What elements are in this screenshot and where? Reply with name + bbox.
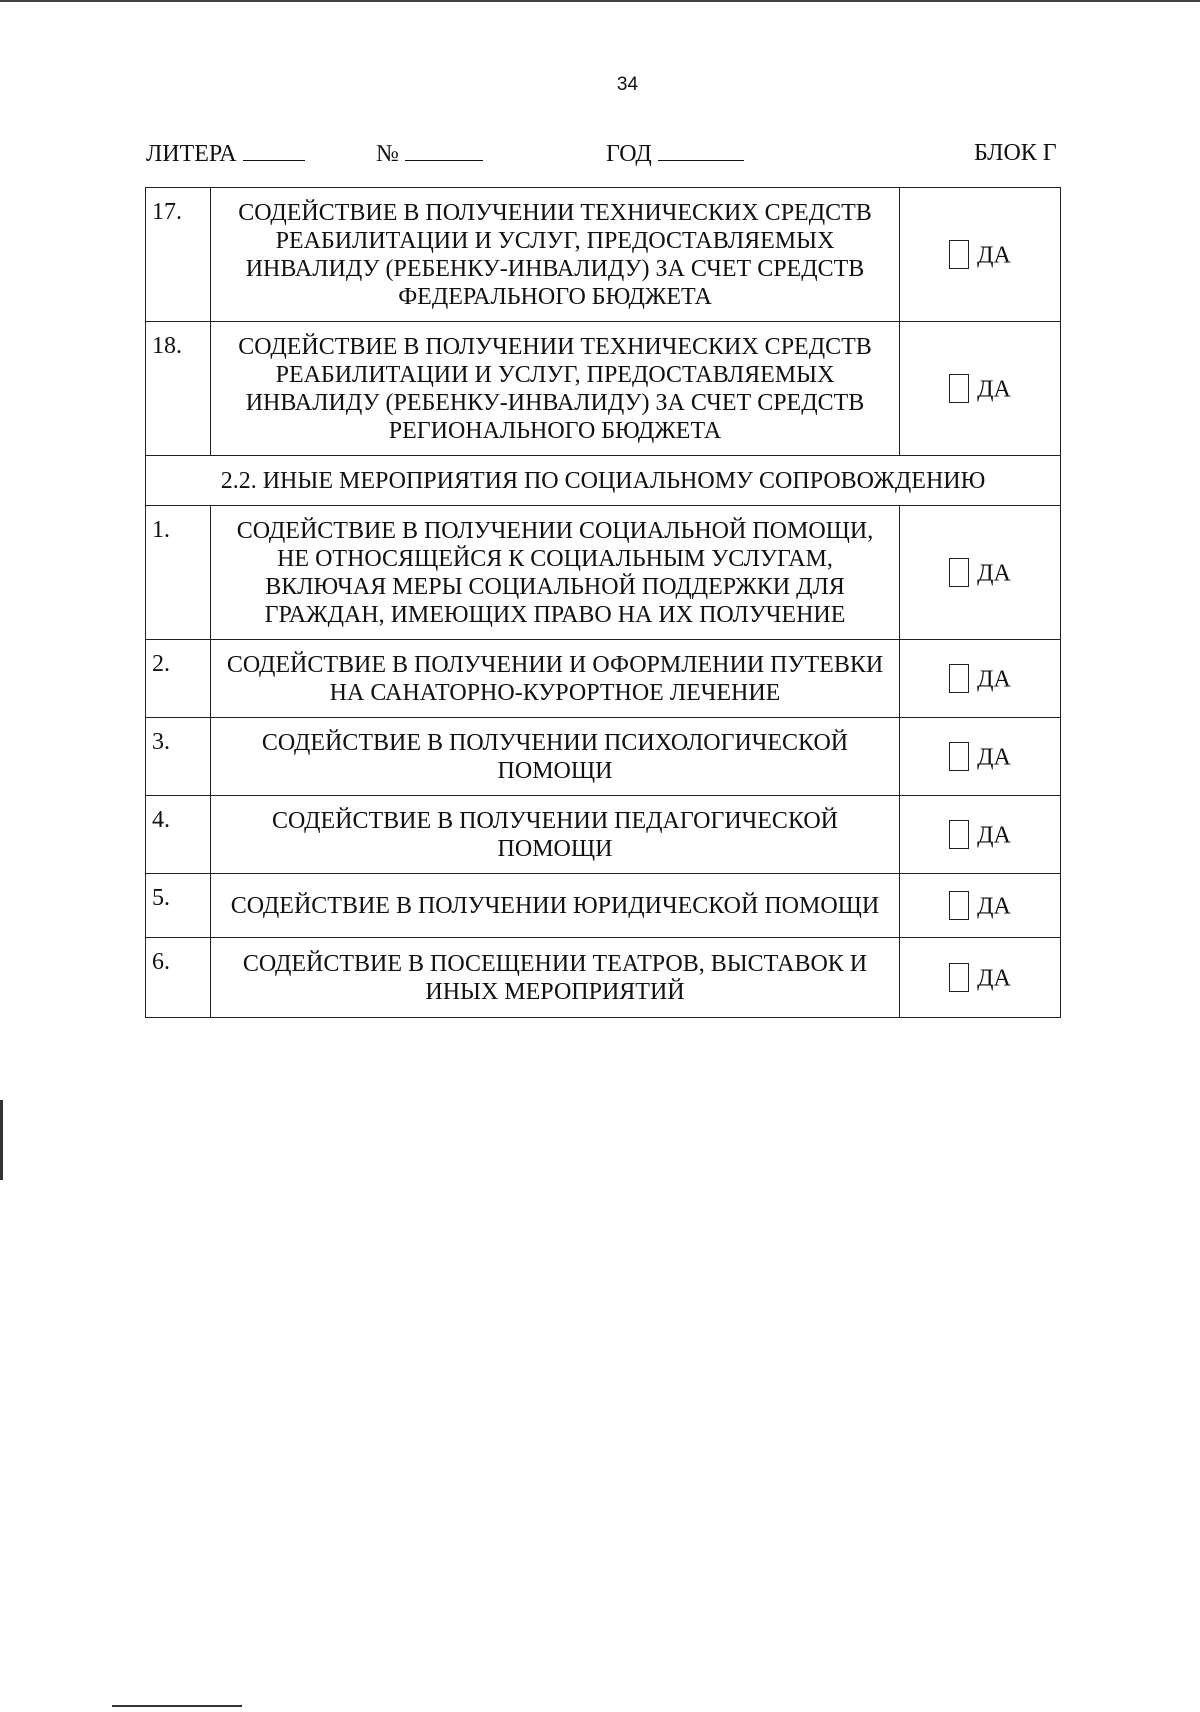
description-line: РЕАБИЛИТАЦИИ И УСЛУГ, ПРЕДОСТАВЛЯЕМЫХ [275, 227, 835, 254]
row-number: 6. [146, 938, 211, 1018]
number-field[interactable] [376, 140, 483, 168]
section-heading: 2.2. ИНЫЕ МЕРОПРИЯТИЯ ПО СОЦИАЛЬНОМУ СОПРОВОЖДЕНИЮ [146, 456, 1061, 506]
row-description [211, 188, 900, 322]
year-label: ГОД [606, 141, 652, 167]
row-number: 2. [146, 640, 211, 718]
table-row [146, 506, 1061, 640]
yes-label: ДА [977, 892, 1011, 919]
row-description [211, 718, 900, 796]
description-line: ПОМОЩИ [497, 757, 613, 784]
yes-label: ДА [977, 743, 1011, 770]
scan-edge-left [0, 1100, 3, 1180]
page-number: 34 [616, 74, 639, 95]
description-line: СОДЕЙСТВИЕ В ПОЛУЧЕНИИ СОЦИАЛЬНОЙ ПОМОЩИ, [236, 517, 874, 544]
answer-cell [900, 718, 1061, 796]
litera-field[interactable] [146, 140, 305, 168]
row-number: 1. [146, 506, 211, 640]
yes-checkbox[interactable] [949, 891, 969, 920]
row-number: 4. [146, 796, 211, 874]
row-number: 5. [146, 874, 211, 938]
litera-blank[interactable] [243, 140, 305, 161]
number-blank[interactable] [405, 140, 483, 161]
number-label: № [376, 141, 399, 167]
row-description [211, 322, 900, 456]
scan-edge-top [0, 0, 1200, 2]
description-line: СОДЕЙСТВИЕ В ПОЛУЧЕНИИ ЮРИДИЧЕСКОЙ ПОМОЩИ [230, 892, 880, 919]
description-line: ГРАЖДАН, ИМЕЮЩИХ ПРАВО НА ИХ ПОЛУЧЕНИЕ [264, 601, 846, 628]
row-description [211, 506, 900, 640]
row-number: 17. [146, 188, 211, 322]
description-line: НА САНАТОРНО-КУРОРТНОЕ ЛЕЧЕНИЕ [329, 679, 781, 706]
row-description [211, 640, 900, 718]
litera-label: ЛИТЕРА [146, 141, 237, 167]
description-line: ИНЫХ МЕРОПРИЯТИЙ [425, 978, 685, 1005]
answer-cell [900, 506, 1061, 640]
table-row [146, 718, 1061, 796]
yes-checkbox[interactable] [949, 742, 969, 771]
description-line: ИНВАЛИДУ (РЕБЕНКУ-ИНВАЛИДУ) ЗА СЧЕТ СРЕДСТВ [245, 389, 865, 416]
row-description [211, 874, 900, 938]
yes-label: ДА [977, 241, 1011, 268]
description-line: РЕАБИЛИТАЦИИ И УСЛУГ, ПРЕДОСТАВЛЯЕМЫХ [275, 361, 835, 388]
description-line: СОДЕЙСТВИЕ В ПОЛУЧЕНИИ ТЕХНИЧЕСКИХ СРЕДСТВ [238, 333, 872, 360]
yes-checkbox[interactable] [949, 963, 969, 992]
row-number: 18. [146, 322, 211, 456]
row-description [211, 796, 900, 874]
description-line: ВКЛЮЧАЯ МЕРЫ СОЦИАЛЬНОЙ ПОДДЕРЖКИ ДЛЯ [265, 573, 845, 600]
answer-cell [900, 322, 1061, 456]
description-line: ПОМОЩИ [497, 835, 613, 862]
yes-checkbox[interactable] [949, 664, 969, 693]
measures-table-body [146, 188, 1061, 1018]
yes-label: ДА [977, 665, 1011, 692]
yes-label: ДА [977, 559, 1011, 586]
description-line: СОДЕЙСТВИЕ В ПОСЕЩЕНИИ ТЕАТРОВ, ВЫСТАВОК И [242, 950, 868, 977]
description-line: СОДЕЙСТВИЕ В ПОЛУЧЕНИИ ПЕДАГОГИЧЕСКОЙ [271, 807, 839, 834]
description-line: РЕГИОНАЛЬНОГО БЮДЖЕТА [388, 417, 722, 444]
answer-cell [900, 874, 1061, 938]
footer-rule [112, 1705, 242, 1707]
measures-table [145, 187, 1061, 1018]
yes-checkbox[interactable] [949, 820, 969, 849]
block-label: БЛОК Г [974, 140, 1057, 166]
description-line: СОДЕЙСТВИЕ В ПОЛУЧЕНИИ ПСИХОЛОГИЧЕСКОЙ [261, 729, 849, 756]
table-row [146, 640, 1061, 718]
section-row [146, 456, 1061, 506]
yes-label: ДА [977, 964, 1011, 991]
yes-checkbox[interactable] [949, 558, 969, 587]
yes-checkbox[interactable] [949, 240, 969, 269]
year-blank[interactable] [658, 140, 744, 161]
answer-cell [900, 938, 1061, 1018]
row-description [211, 938, 900, 1018]
description-line: СОДЕЙСТВИЕ В ПОЛУЧЕНИИ И ОФОРМЛЕНИИ ПУТЕВКИ [226, 651, 884, 678]
year-field[interactable] [606, 140, 744, 168]
table-row [146, 322, 1061, 456]
table-row [146, 938, 1061, 1018]
description-line: ФЕДЕРАЛЬНОГО БЮДЖЕТА [398, 283, 712, 310]
answer-cell [900, 188, 1061, 322]
yes-label: ДА [977, 375, 1011, 402]
description-line: ИНВАЛИДУ (РЕБЕНКУ-ИНВАЛИДУ) ЗА СЧЕТ СРЕДСТВ [245, 255, 865, 282]
table-row [146, 796, 1061, 874]
yes-checkbox[interactable] [949, 374, 969, 403]
row-number: 3. [146, 718, 211, 796]
description-line: СОДЕЙСТВИЕ В ПОЛУЧЕНИИ ТЕХНИЧЕСКИХ СРЕДСТВ [238, 199, 872, 226]
yes-label: ДА [977, 821, 1011, 848]
answer-cell [900, 796, 1061, 874]
description-line: НЕ ОТНОСЯЩЕЙСЯ К СОЦИАЛЬНЫМ УСЛУГАМ, [277, 545, 833, 572]
table-row [146, 188, 1061, 322]
table-row [146, 874, 1061, 938]
answer-cell [900, 640, 1061, 718]
